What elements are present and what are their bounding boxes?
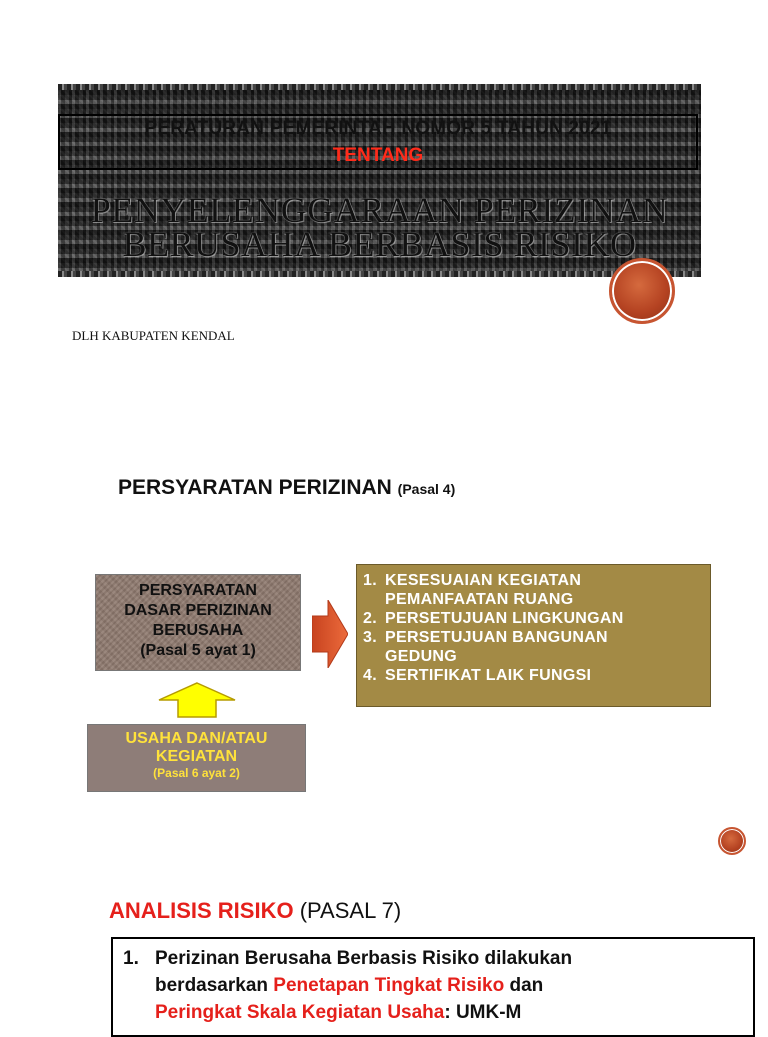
- list-item-number: [363, 590, 385, 609]
- risk-line-text: Perizinan Berusaha Berbasis Risiko dilakukan: [155, 948, 573, 969]
- risk-text: dan: [504, 975, 544, 996]
- list-item: [363, 628, 710, 647]
- risk-heading-ref: (PASAL 7): [293, 898, 402, 923]
- list-item: [363, 647, 710, 666]
- risk-line: [123, 972, 745, 999]
- decorative-circle-icon: [718, 827, 746, 855]
- list-item-number: 3.: [363, 629, 377, 646]
- regulation-subject-line1: PENYELENGGARAAN PERIZINAN: [90, 190, 669, 230]
- risk-line: [123, 945, 745, 972]
- requirements-heading: [118, 476, 455, 500]
- requirements-heading-text: PERSYARATAN PERIZINAN: [118, 476, 392, 499]
- list-item: [363, 666, 710, 685]
- list-item-text: SERTIFIKAT LAIK FUNGSI: [385, 667, 592, 684]
- risk-line-text: [155, 972, 543, 999]
- regulation-subject-line2: BERUSAHA BERBASIS RISIKO: [122, 224, 637, 264]
- usaha-line2: KEGIATAN: [155, 748, 238, 765]
- usaha-line1: USAHA DAN/ATAU: [125, 730, 268, 747]
- risk-analysis-box: [111, 937, 755, 1037]
- list-item-text: KESESUAIAN KEGIATAN: [385, 572, 582, 589]
- basic-requirements-box: [95, 574, 301, 671]
- list-item-text: GEDUNG: [385, 648, 458, 665]
- basic-box-line: BERUSAHA: [152, 622, 244, 639]
- risk-item-number: 1.: [123, 948, 139, 969]
- regulation-title: PERATURAN PEMERINTAH NOMOR 5 TAHUN 2021: [144, 118, 612, 139]
- red-right-arrow-icon: [312, 600, 348, 668]
- list-item: [363, 590, 710, 609]
- banner-bottom-edge: [58, 271, 701, 277]
- risk-indent: [123, 999, 155, 1026]
- list-item-number: 4.: [363, 667, 377, 684]
- yellow-up-arrow-icon: [158, 682, 236, 718]
- list-item-text: PERSETUJUAN LINGKUNGAN: [385, 610, 624, 627]
- list-item: [363, 571, 710, 590]
- presenter-label: DLH KABUPATEN KENDAL: [72, 328, 235, 343]
- usaha-ref: (Pasal 6 ayat 2): [153, 766, 240, 780]
- banner-top-edge: [58, 84, 701, 90]
- list-item-number: 2.: [363, 610, 377, 627]
- list-item-number: 1.: [363, 572, 377, 589]
- basic-box-line: PERSYARATAN: [139, 582, 257, 599]
- regulation-tentang: TENTANG: [332, 145, 424, 166]
- list-item-text: PERSETUJUAN BANGUNAN: [385, 629, 608, 646]
- risk-text: : UMK-M: [444, 1002, 522, 1023]
- requirements-heading-ref: (Pasal 4): [397, 481, 456, 497]
- risk-text: berdasarkan: [155, 975, 274, 996]
- basic-box-line: DASAR PERIZINAN: [124, 602, 272, 619]
- list-item-text: PEMANFAATAN RUANG: [385, 591, 574, 608]
- list-item-number: [363, 647, 385, 666]
- requirements-list: [356, 564, 711, 707]
- risk-heading-red: ANALISIS RISIKO: [109, 898, 294, 923]
- basic-box-line: (Pasal 5 ayat 1): [140, 642, 256, 659]
- risk-emphasis: Peringkat Skala Kegiatan Usaha: [155, 1002, 445, 1023]
- decorative-circle-icon: [609, 258, 675, 324]
- business-activity-box: [87, 724, 306, 792]
- risk-indent: [123, 972, 155, 999]
- risk-analysis-heading: [109, 898, 401, 924]
- risk-line: [123, 999, 745, 1026]
- risk-line-text: [155, 999, 521, 1026]
- risk-emphasis: Penetapan Tingkat Risiko: [273, 975, 505, 996]
- list-item: [363, 609, 710, 628]
